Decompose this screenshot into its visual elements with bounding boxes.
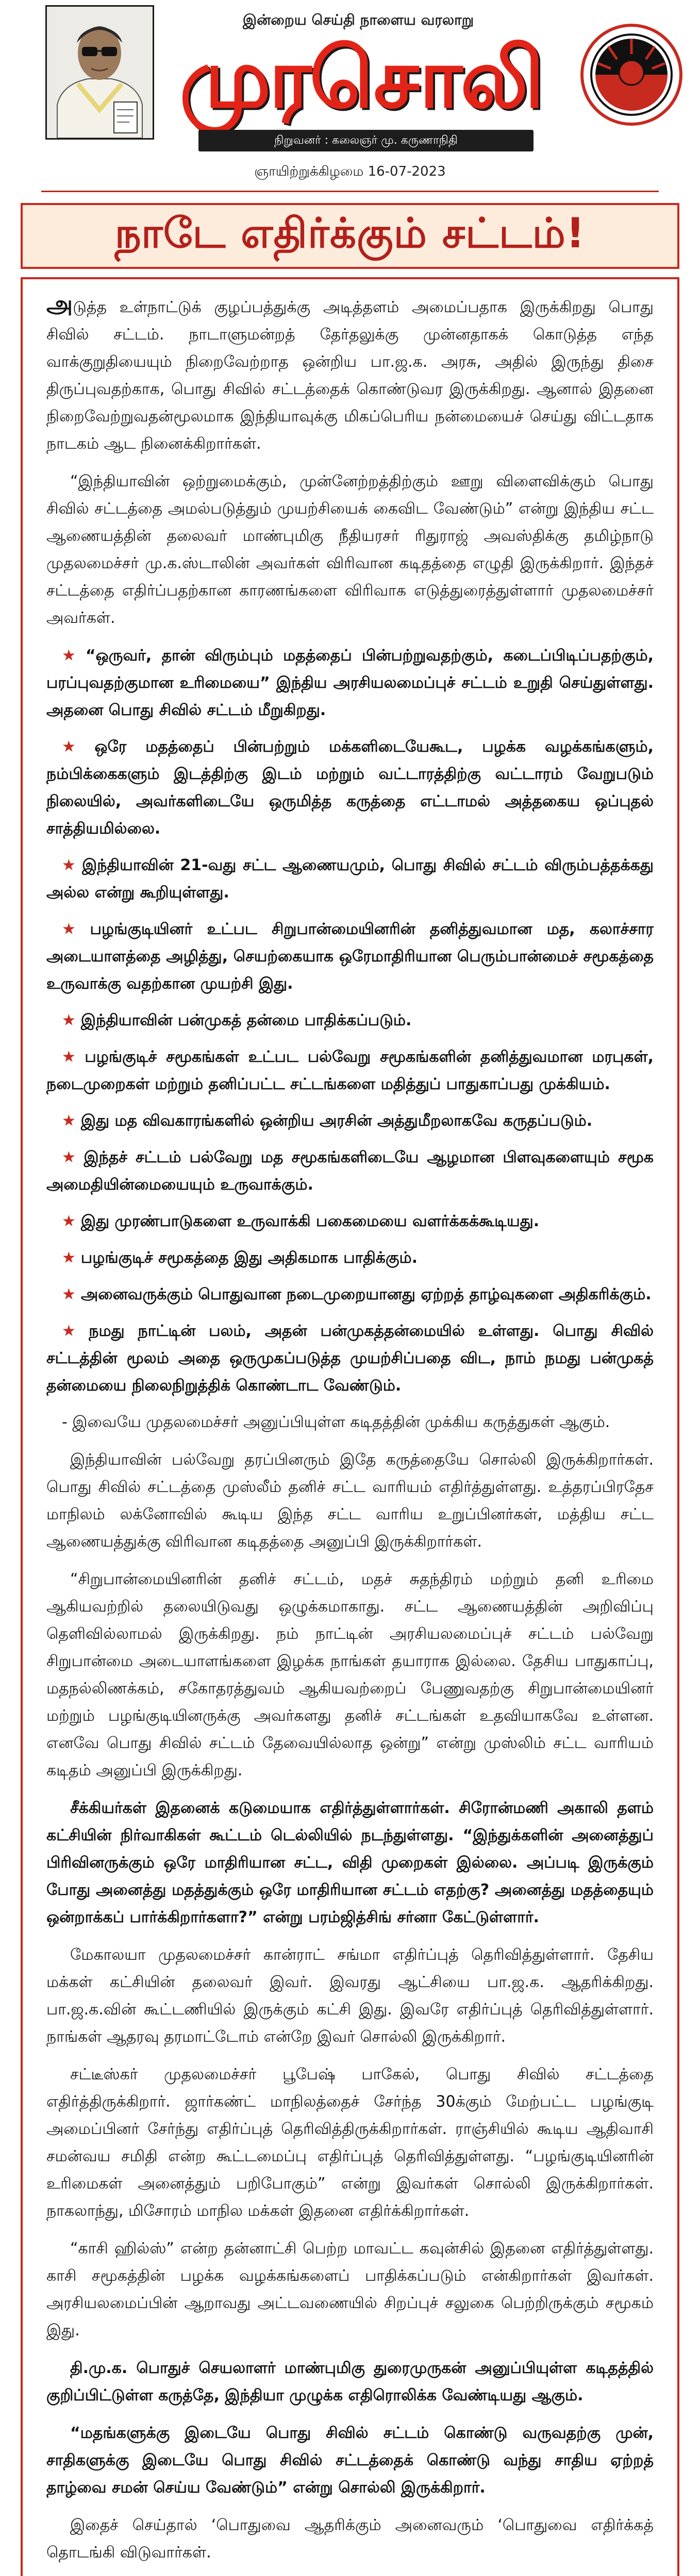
- star-icon: ★: [62, 1048, 80, 1066]
- list-item: [46, 1244, 654, 1272]
- star-icon: ★: [62, 1011, 76, 1029]
- paragraph-cm-letter: “இந்தியாவின் ஒற்றுமைக்கும், முன்னேற்றத்திற்கும் ஊறு விளைவிக்கும் பொது சிவில் சட்டத்தை அமல்படுத்தும் முயற்சியைக் கைவிட வேண்டும்” என்று இந்திய சட்ட ஆணையத்தின் தலைவர் மாண்புமிகு நீதியரசர் ரிதுராஜ் அவஸ்திக்கு தமிழ்நாடு முதலமைச்சர் மு.க.ஸ்டாலின் அவர்கள் விரிவான கடிதத்தை எழுதி இருக்கிறார். இந்தச் சட்டத்தை எதிர்ப்பதற்கான காரணங்களை விரிவாக எடுத்துரைத்துள்ளார் முதலமைச்சர் அவர்கள்.: [46, 472, 654, 627]
- paragraph-muslim-board: இந்தியாவின் பல்வேறு தரப்பினரும் இதே கருத்தையே சொல்லி இருக்கிறார்கள். பொது சிவில் சட்டத்தை முஸ்லீம் தனிச் சட்ட வாரியம் எதிர்த்துள்ளது. உத்தரப்பிரதேச மாநிலம் லக்னோவில் கூடிய இந்த சட்ட வாரிய உறுப்பினர்கள், மத்திய சட்ட ஆணையத்துக்கு விரிவான கடிதத்தை அனுப்பி இருக்கிறார்கள்.: [46, 1451, 654, 1551]
- list-item: [46, 916, 654, 997]
- list-item: [46, 1043, 654, 1098]
- list-item: [46, 1107, 654, 1134]
- list-item-text: நமது நாட்டின் பலம், அதன் பன்முகத்தன்மையில் உள்ளது. பொது சிவில் சட்டத்தின் மூலம் அதை ஒருமுகப்படுத்த முயற்சிப்பதை விட, நாம் நமது பன்முகத் தன்மையை நிலைநிறுத்திக் கொண்டாட வேண்டும்.: [46, 1322, 654, 1395]
- star-icon: ★: [62, 1249, 76, 1267]
- list-item-text: “ஒருவர், தான் விரும்பும் மதத்தைப் பின்பற்றுவதற்கும், கடைப்பிடிப்பதற்கும், பரப்புவதற்குமான உரிமையை” இந்திய அரசியலமைப்புச் சட்டம் உறுதி செய்துள்ளது. அதனை பொது சிவில் சட்டம் மீறுகிறது.: [46, 647, 654, 719]
- list-item-text: இந்தியாவின் பன்முகத் தன்மை பாதிக்கப்படும்.: [80, 1011, 412, 1029]
- star-icon: ★: [62, 647, 80, 665]
- tagline: இன்றைய செய்தி நாளைய வரலாறு: [242, 11, 474, 28]
- list-item: [46, 1007, 654, 1034]
- founder-portrait: [45, 5, 154, 140]
- list-item: [46, 1281, 654, 1308]
- editorial-headline: நாடே எதிர்க்கும் சட்டம்!: [114, 209, 586, 257]
- summary-note: - இவையே முதலமைச்சர் அனுப்பியுள்ள கடிதத்தின் முக்கிய கருத்துகள் ஆகும்.: [62, 1413, 610, 1431]
- founder-line: நிறுவனர் : கலைஞர் மு. கருணாநிதி: [198, 130, 534, 151]
- paragraph-khasi-hills: “காசி ஹில்ஸ்” என்ற தன்னாட்சி பெற்ற மாவட்ட கவுன்சில் இதனை எதிர்த்துள்ளது. காசி சமூகத்தின் பழக்க வழக்கங்களைப் பாதிக்கப்படும் என்கிறார்கள் இவர்கள். அரசியலமைப்பின் ஆறாவது அட்டவணையில் சிறப்புச் சலுகை பெற்றிருக்கும் சமூகம் இது.: [46, 2240, 654, 2340]
- editorial-body: [21, 277, 679, 2576]
- paragraph-intro-text: டுத்த உள்நாட்டுக் குழப்பத்துக்கு அடித்தளம் அமைப்பதாக இருக்கிறது பொது சிவில் சட்டம். நாடாளுமன்றத் தேர்தலுக்கு முன்னதாகக் கொடுத்த எந்த வாக்குறுதியையும் நிறைவேற்றாத ஒன்றிய பா.ஜ.க. அரசு, அதில் இருந்து திசை திருப்புவதற்காக, பொது சிவில் சட்டத்தைக் கொண்டுவர இருக்கிறது. ஆனால் இதனை நிறைவேற்றுவதன்மூலமாக இந்தியாவுக்கு மிகப்பெரிய நன்மையைச் செய்து விட்டதாக நாடகம் ஆட நினைக்கிறார்கள்.: [46, 298, 654, 453]
- paragraph-meghalaya: மேகாலயா முதலமைச்சர் கான்ராட் சங்மா எதிர்ப்புத் தெரிவித்துள்ளார். தேசிய மக்கள் கட்சியின் தலைவர் இவர். இவரது ஆட்சியை பா.ஜ.க. ஆதரிக்கிறது. பா.ஜ.க.வின் கூட்டணியில் இருக்கும் கட்சி இது. இவரே எதிர்ப்புத் தெரிவித்துள்ளார். நாங்கள் ஆதரவு தரமாட்டோம் என்றே இவர் சொல்லி இருக்கிறார்.: [46, 1946, 654, 2046]
- paragraph-caste-quote: “மதங்களுக்கு இடையே பொது சிவில் சட்டம் கொண்டு வருவதற்கு முன், சாதிகளுக்கு இடையே பொது சிவில் சட்டத்தைக் கொண்டு வந்து சாதிய ஏற்றத் தாழ்வை சமன் செய்ய வேண்டும்” என்று சொல்லி இருக்கிறார்.: [46, 2424, 654, 2497]
- list-item-text: இது முரண்பாடுகளை உருவாக்கி பகைமையை வளர்க்கக்கூடியது.: [80, 1212, 540, 1230]
- letter-points-list: [46, 642, 654, 1399]
- paragraph-chhattisgarh-jharkhand: சட்டீஸ்கர் முதலமைச்சர் பூபேஷ் பாகேல், பொது சிவில் சட்டத்தை எதிர்த்திருக்கிறார். ஜார்கண்ட் மாநிலத்தைச் சேர்ந்த 30க்கும் மேற்பட்ட பழங்குடி அமைப்பினர் சேர்ந்து எதிர்ப்புத் தெரிவித்திருக்கிறார்கள். ராஞ்சியில் கூடிய ஆதிவாசி சமன்வய சமிதி என்ற கூட்டமைப்பு எதிர்ப்புத் தெரிவித்துள்ளது. “பழங்குடியினரின் உரிமைகள் அனைத்தும் பறிபோகும்” என்று இவர்கள் சொல்லி இருக்கிறார்கள். நாகலாந்து, மிசோரம் மாநில மக்கள் இதனை எதிர்க்கிறார்கள்.: [46, 2065, 654, 2220]
- list-item: [46, 733, 654, 842]
- star-icon: ★: [62, 1322, 84, 1340]
- issue-date: ஞாயிற்றுக்கிழமை 16-07-2023: [254, 164, 446, 179]
- star-icon: ★: [62, 1148, 79, 1166]
- star-icon: ★: [62, 856, 77, 874]
- newspaper-logo: முரசொலி: [179, 30, 542, 126]
- list-item-text: ஒரே மதத்தைப் பின்பற்றும் மக்களிடையேகூட, பழக்க வழக்கங்களும், நம்பிக்கைகளும் இடத்திற்கு இடம் மற்றும் வட்டாரத்திற்கு வட்டாரம் வேறுபடும் நிலையில், அவர்களிடையே ஒருமித்த கருத்தை எட்டாமல் அத்தகைய ஒப்புதல் சாத்தியமில்லை.: [46, 738, 654, 838]
- masthead-divider: [41, 191, 659, 192]
- paragraph-board-quote: “சிறுபான்மையினரின் தனிச் சட்டம், மதச் சுதந்திரம் மற்றும் தனி உரிமை ஆகியவற்றில் தலையிடுவது ஒழுக்கமாகாது. சட்ட ஆணையத்தின் அறிவிப்பு தெளிவில்லாமல் இருக்கிறது. நம் நாட்டின் அரசியலமைப்புச் சட்டம் பல்வேறு சிறுபான்மை அடையாளங்களை இழக்க நாங்கள் தயாராக இல்லை. தேசிய பாதுகாப்பு, மதநல்லிணக்கம், சகோதரத்துவம் ஆகியவற்றைப் பேணுவதற்கு சிறுபான்மையினர் மற்றும் பழங்குடியினருக்கு அவர்களது தனிச் சட்டங்கள் உதவியாகவே உள்ளன. எனவே பொது சிவில் சட்டம் தேவையில்லாத ஒன்று” என்று முஸ்லிம் சட்ட வாரியம் கடிதம் அனுப்பி இருக்கிறது.: [46, 1570, 654, 1780]
- list-item-text: பழங்குடிச் சமூகங்கள் உட்பட பல்வேறு சமூகங்களின் தனித்துவமான மரபுகள், நடைமுறைகள் மற்றும் தனிப்பட்ட சட்டங்களை மதித்துப் பாதுகாப்பது முக்கியம்.: [46, 1048, 654, 1093]
- paragraph-intro: [46, 291, 654, 457]
- party-seal: [580, 23, 683, 126]
- founder-portrait-illustration: [47, 7, 153, 138]
- list-item-text: இந்தியாவின் 21-வது சட்ட ஆணையமும், பொது சிவில் சட்டம் விரும்பத்தக்கது அல்ல என்று கூறியுள்ளது.: [46, 856, 654, 902]
- list-item: [46, 852, 654, 906]
- list-item: [46, 1208, 654, 1235]
- list-item-text: இந்தச் சட்டம் பல்வேறு மத சமூகங்களிடையே ஆழமான பிளவுகளையும் சமூக அமைதியின்மையையும் உருவாக்கும்.: [46, 1148, 654, 1194]
- star-icon: ★: [62, 1112, 76, 1130]
- star-icon: ★: [62, 1285, 76, 1303]
- paragraph-dmk-secretary: தி.மு.க. பொதுச் செயலாளர் மாண்புமிகு துரைமுருகன் அனுப்பியுள்ள கடிதத்தில் குறிப்பிட்டுள்ள கருத்தே, இந்தியா முழுக்க எதிரொலிக்க வேண்டியது ஆகும்.: [46, 2359, 654, 2404]
- list-item: [46, 1317, 654, 1399]
- paragraph-closing: இதைச் செய்தால் ‘பொதுவை ஆதரிக்கும் அனைவரும் ‘பொதுவை எதிர்க்கத் தொடங்கி விடுவார்கள்.: [46, 2516, 654, 2562]
- list-item: [46, 1144, 654, 1198]
- list-item: [46, 642, 654, 724]
- list-item-text: பழங்குடியினர் உட்பட சிறுபான்மையினரின் தனித்துவமான மத, கலாச்சார அடையாளத்தை அழித்து, செயற்கையாக ஒரேமாதிரியான பெரும்பான்மைச் சமூகத்தை உருவாக்கு வதற்கான முயற்சி இது.: [46, 920, 654, 993]
- star-icon: ★: [62, 738, 90, 756]
- paragraph-sikh-opposition: சீக்கியர்கள் இதனைக் கடுமையாக எதிர்த்துள்ளார்கள். சிரோன்மணி அகாலி தளம் கட்சியின் நிர்வாகிகள் கூட்டம் டெல்லியில் நடந்துள்ளது. “இந்துக்களின் அனைத்துப் பிரிவினருக்கும் ஒரே மாதிரியான சட்ட, விதி முறைகள் இல்லை. அப்படி இருக்கும் போது அனைத்து மதத்துக்கும் ஒரே மாதிரியான சட்டம் எதற்கு? அனைத்து மதத்தையும் ஒன்றாக்கப் பார்க்கிறார்களா?” என்று பரம்ஜித்சிங் சர்னா கேட்டுள்ளார்.: [46, 1799, 654, 1926]
- drop-cap: அ: [46, 290, 73, 318]
- headline-box: [21, 203, 679, 269]
- list-item-text: இது மத விவகாரங்களில் ஒன்றிய அரசின் அத்துமீறலாகவே கருதப்படும்.: [80, 1112, 593, 1130]
- list-item-text: பழங்குடிச் சமூகத்தை இது அதிகமாக பாதிக்கும்.: [80, 1249, 418, 1267]
- list-item-text: அனைவருக்கும் பொதுவான நடைமுறையானது ஏற்றத் தாழ்வுகளை அதிகரிக்கும்.: [80, 1285, 652, 1303]
- star-icon: ★: [62, 920, 85, 938]
- rising-sun-seal-icon: [580, 23, 683, 126]
- star-icon: ★: [62, 1212, 76, 1230]
- masthead: [21, 0, 679, 196]
